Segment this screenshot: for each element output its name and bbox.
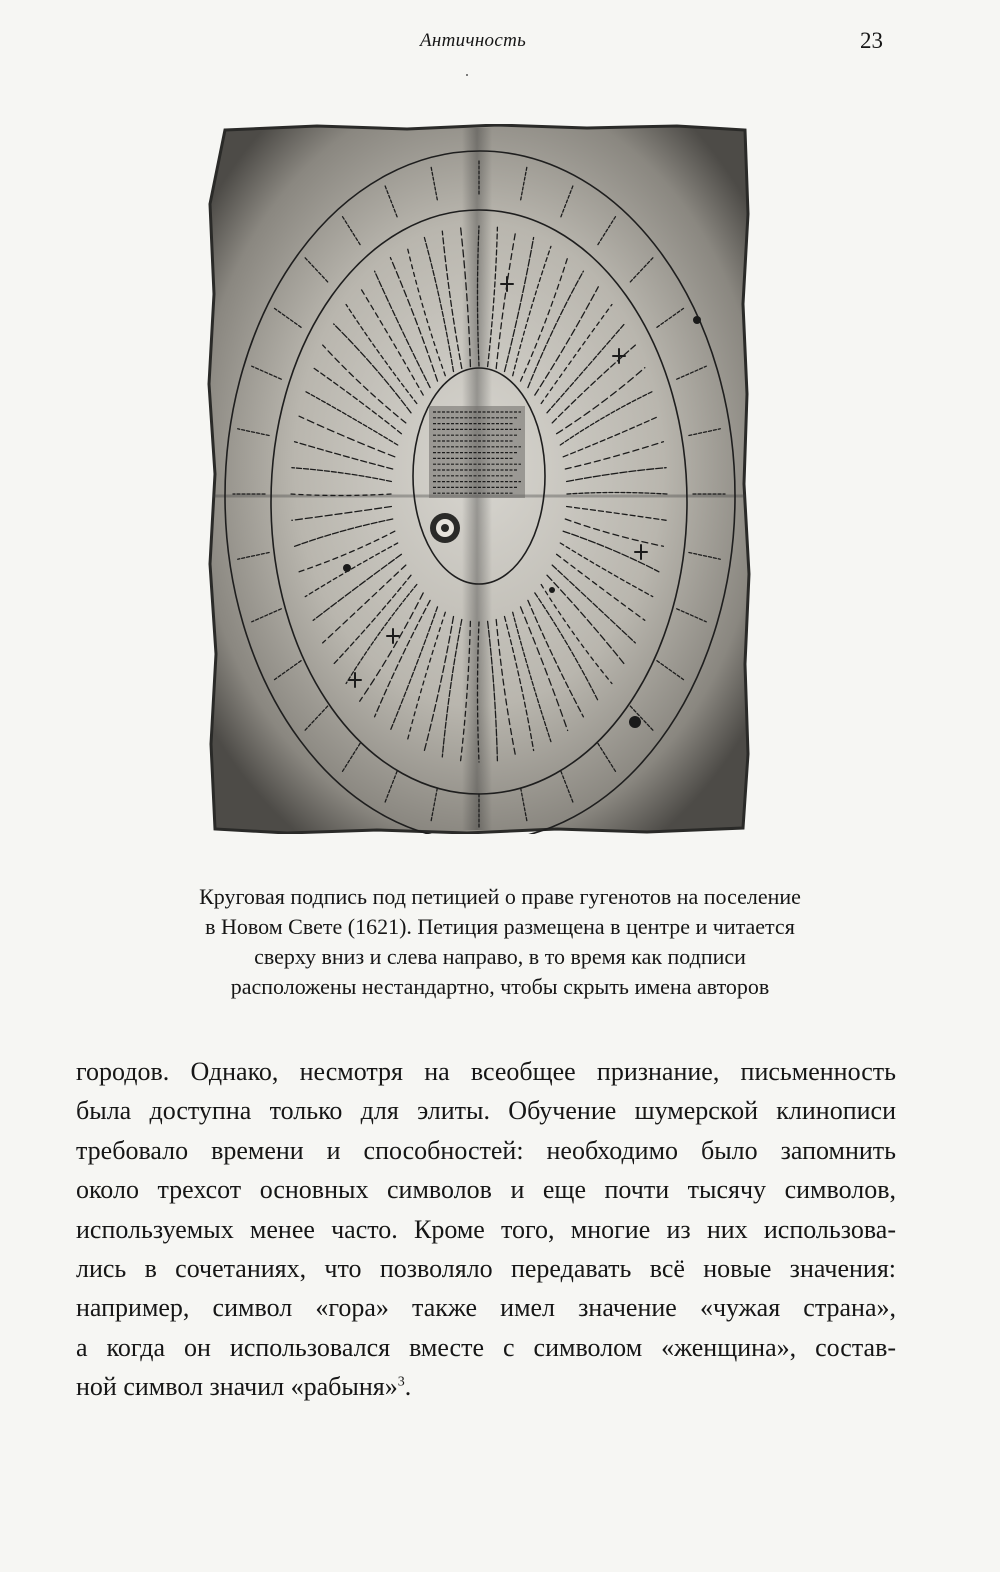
body-line: городов. Однако, несмотря на всеобщее признание, письменность	[76, 1057, 896, 1086]
running-head	[0, 28, 1000, 58]
page-number: 23	[860, 28, 883, 53]
body-line: используемых менее часто. Кроме того, многие из них использова-	[76, 1214, 896, 1244]
caption-line: в Новом Свете (1621). Петиция размещена в центре и читается	[205, 914, 795, 939]
body-line: например, символ «гора» также имел значение «чужая страна»,	[76, 1293, 896, 1323]
footnote-reference: 3	[397, 1374, 405, 1390]
figure-petition-photo	[207, 124, 752, 834]
body-line-last	[76, 1367, 896, 1406]
body-line: требовало времени и способностей: необходимо было запомнить	[76, 1135, 896, 1165]
caption-line: Круговая подпись под петицией о праве гугенотов на поселение	[199, 884, 801, 909]
body-line-text: ной символ значил «рабыня»	[76, 1372, 398, 1402]
body-line: лись в сочетаниях, что позволяло передавать всё новые значения:	[76, 1254, 896, 1284]
body-line: а когда он использовался вместе с символом «женщина», состав-	[76, 1332, 896, 1362]
circular-signature-image	[207, 124, 752, 834]
body-line: около трехсот основных символов и еще почти тысячу символов,	[76, 1175, 896, 1205]
period: .	[404, 1372, 412, 1402]
caption-line: расположены нестандартно, чтобы скрыть имена авторов	[230, 974, 770, 999]
caption-line: сверху вниз и слева направо, в то время как подписи	[254, 944, 746, 969]
figure-caption	[100, 882, 900, 1002]
chapter-title: Античность	[420, 30, 527, 51]
body-paragraph	[76, 1052, 896, 1407]
decorative-dot	[466, 74, 468, 76]
body-line: была доступна только для элиты. Обучение шумерской клинописи	[76, 1096, 896, 1126]
